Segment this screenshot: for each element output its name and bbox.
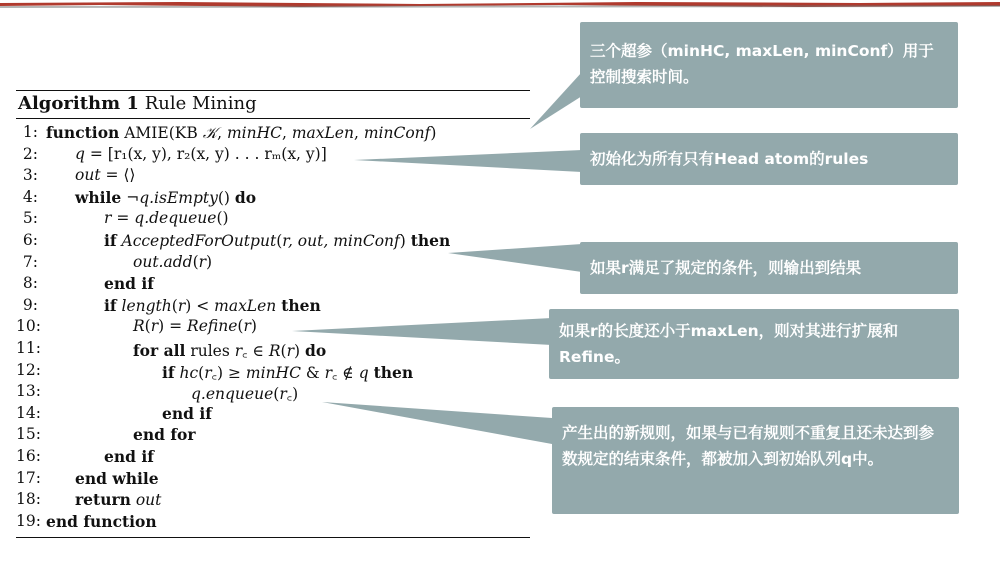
code-token: 𝒦 xyxy=(202,124,218,142)
code-token: out xyxy=(75,166,101,185)
code-token: out xyxy=(135,491,162,510)
code-token: r xyxy=(177,296,186,315)
code-token: ) xyxy=(430,124,437,142)
code-token: r xyxy=(324,363,333,382)
code-token: ) xyxy=(206,252,213,271)
code-token: end if xyxy=(104,274,154,294)
code-token: if xyxy=(104,295,117,315)
code-token: end function xyxy=(46,511,157,531)
note-hyperparams: 三个超参（minHC, maxLen, minConf）用于控制搜索时间。 xyxy=(580,22,958,108)
code-token: end if xyxy=(104,446,154,466)
code-token: hc xyxy=(179,363,199,382)
code-token: R xyxy=(133,317,145,336)
line-number: 9: xyxy=(22,295,38,314)
code-token: q xyxy=(358,363,369,382)
leader-init xyxy=(354,150,582,172)
code-token: q.dequeue xyxy=(134,209,217,228)
code-token: ꜀) ≥ xyxy=(211,363,246,382)
code-token: ( xyxy=(237,317,244,336)
code-token: for all xyxy=(133,340,186,360)
line-number: 13: xyxy=(16,382,41,401)
code-token: r xyxy=(234,341,243,360)
code-token: ꜀ ∉ xyxy=(332,363,359,382)
code-token: rules xyxy=(185,341,235,360)
line-number: 10: xyxy=(16,317,41,336)
note-init: 初始化为所有只有Head atom的rules xyxy=(580,133,958,185)
code-token: ) xyxy=(399,231,411,250)
code-token: ( xyxy=(198,363,205,382)
code-token: r xyxy=(204,363,212,382)
leader-refine xyxy=(292,318,552,345)
code-token: length xyxy=(121,296,172,315)
code-token: ꜀ ∈ xyxy=(242,341,269,360)
code-token: ₁ xyxy=(121,144,128,163)
code-token: return xyxy=(75,490,131,510)
leader-enqueue xyxy=(322,402,552,444)
code-token: r xyxy=(243,317,251,336)
code-token: & xyxy=(300,363,325,382)
code-token: = [r xyxy=(84,144,122,163)
algorithm-title-number: Algorithm 1 xyxy=(18,93,139,114)
code-token: ( xyxy=(276,231,283,250)
code-token: ( xyxy=(280,341,287,360)
code-token: end for xyxy=(133,425,196,445)
code-token: maxLen xyxy=(214,296,277,315)
code-token: () xyxy=(216,209,229,228)
code-token: () xyxy=(217,188,235,207)
line-number: 3: xyxy=(22,166,38,185)
code-token: ) = xyxy=(158,317,188,336)
code-token: r xyxy=(150,317,159,336)
line-number: 5: xyxy=(22,209,38,228)
line-number: 11: xyxy=(16,338,41,357)
code-token: then xyxy=(281,295,321,315)
code-token: out.add xyxy=(133,252,193,271)
line-number: 6: xyxy=(22,230,38,249)
note-output: 如果r满足了规定的条件，则输出到结果 xyxy=(580,242,958,294)
line-number: 15: xyxy=(16,425,41,444)
line-number: 19: xyxy=(16,511,41,530)
code-token: if xyxy=(162,362,175,382)
code-token: , xyxy=(217,124,227,142)
code-token: r xyxy=(279,385,287,404)
code-token: R xyxy=(268,341,281,360)
code-token: maxLen xyxy=(291,124,354,142)
code-token: q.isEmpty xyxy=(139,188,218,207)
line-number: 12: xyxy=(16,360,41,379)
code-token: ( xyxy=(171,296,178,315)
code-token: minHC xyxy=(245,363,301,382)
code-token: q.enqueue xyxy=(191,385,274,404)
code-token: then xyxy=(410,230,451,250)
code-token: end while xyxy=(75,468,159,488)
algorithm-title-name: Rule Mining xyxy=(138,93,257,114)
note-enqueue: 产生出的新规则，如果与已有规则不重复且还未达到参数规定的结束条件，都被加入到初始队列q中。 xyxy=(552,407,959,514)
code-token: then xyxy=(373,362,414,382)
code-token: ꜀) xyxy=(286,385,299,404)
code-token: ₘ xyxy=(271,144,282,163)
code-token: q xyxy=(75,144,85,163)
code-token: = ⟨⟩ xyxy=(100,166,136,185)
code-token: minConf xyxy=(363,124,431,142)
line-number: 4: xyxy=(22,187,38,206)
code-token: ( xyxy=(144,317,151,336)
code-token: ) xyxy=(294,341,305,360)
line-number: 16: xyxy=(16,446,41,465)
code-token: ) xyxy=(250,317,257,336)
leader-output xyxy=(448,244,582,272)
line-number: 14: xyxy=(16,403,41,422)
code-token: ( xyxy=(192,252,199,271)
code-token: do xyxy=(305,340,327,360)
code-token: end if xyxy=(162,403,212,423)
line-number: 8: xyxy=(22,274,38,293)
code-token: AMIE(KB xyxy=(119,124,203,142)
code-token: if xyxy=(104,230,117,250)
code-token: ¬ xyxy=(121,188,140,207)
line-number: 7: xyxy=(22,252,38,271)
code-token: r xyxy=(198,252,207,271)
code-token: do xyxy=(234,187,257,207)
line-number: 1: xyxy=(22,123,38,141)
code-token: ) < xyxy=(185,296,215,315)
code-token: r xyxy=(286,341,295,360)
code-token: = xyxy=(111,209,135,228)
code-token: minHC xyxy=(226,124,282,142)
note-refine: 如果r的长度还小于maxLen，则对其进行扩展和Refine。 xyxy=(549,309,959,379)
code-token: r xyxy=(104,209,112,228)
code-token: AcceptedForOutput xyxy=(121,231,277,250)
code-token: (x, y), r₂(x, y) . . . r xyxy=(127,144,272,163)
code-token: while xyxy=(75,187,122,207)
code-token: (x, y)] xyxy=(281,144,327,163)
line-number: 2: xyxy=(22,144,38,163)
code-token: , xyxy=(281,124,292,142)
line-number: 17: xyxy=(16,468,41,487)
leader-hyperparams xyxy=(530,72,582,129)
code-token: , xyxy=(353,124,364,142)
code-token: Refine xyxy=(187,317,238,336)
code-token: r, out, minConf xyxy=(282,231,400,250)
code-token: function xyxy=(46,123,120,142)
line-number: 18: xyxy=(16,490,41,509)
code-token: ( xyxy=(273,385,280,404)
